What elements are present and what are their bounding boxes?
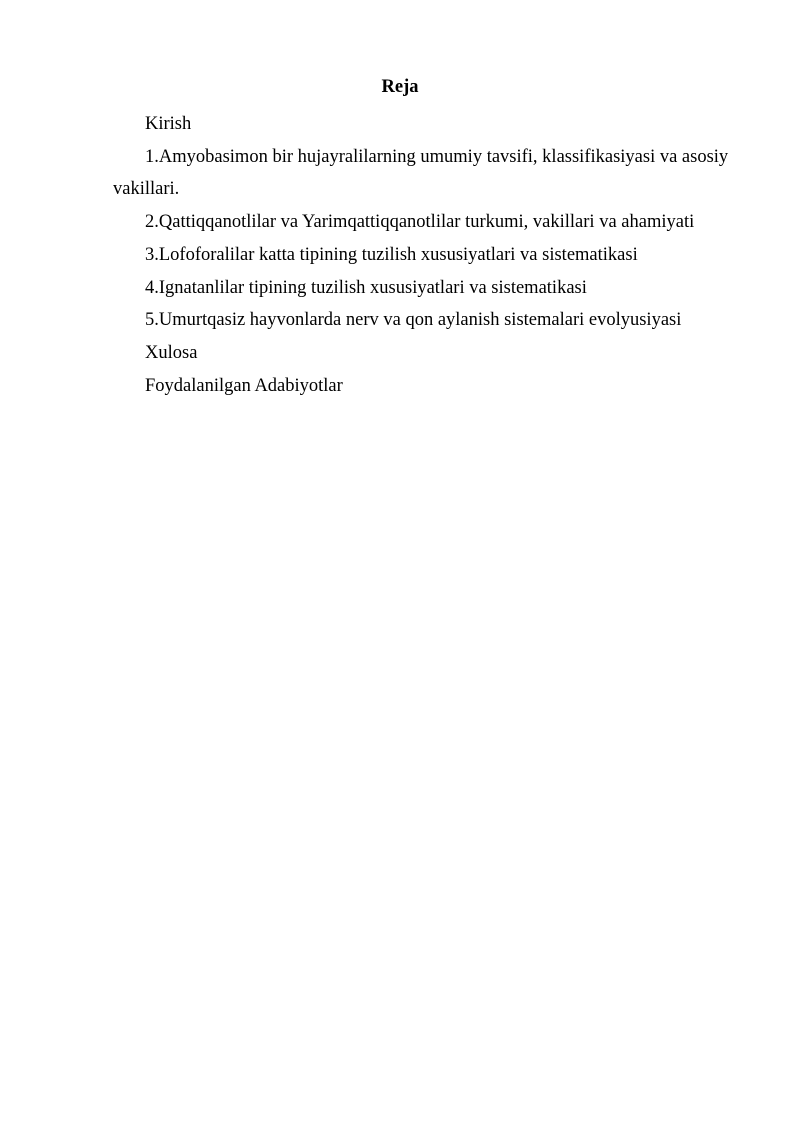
plan-item-3: 3.Lofoforalilar katta tipining tuzilish xususiyatlari va sistematikasi	[145, 244, 638, 265]
plan-item-1: 1.Amyobasimon bir hujayralilarning umumiy tavsifi, klassifikasiyasi va asosiy vakillari.	[113, 146, 729, 200]
plan-item-4: 4.Ignatanlilar tipining tuzilish xususiyatlari va sistematikasi	[145, 277, 587, 298]
plan-list	[113, 108, 753, 402]
plan-item-2: 2.Qattiqqanotlilar va Yarimqattiqqanotlilar turkumi, vakillari va ahamiyati	[145, 212, 695, 233]
plan-item-5: 5.Umurtqasiz hayvonlarda nerv va qon aylanish sistemalari evolyusiyasi	[145, 310, 682, 331]
plan-item-references: Foydalanilgan Adabiyotlar	[145, 375, 343, 396]
plan-item-intro: Kirish	[145, 114, 192, 134]
plan-item-conclusion: Xulosa	[145, 342, 198, 363]
page-title: Reja	[381, 77, 419, 97]
